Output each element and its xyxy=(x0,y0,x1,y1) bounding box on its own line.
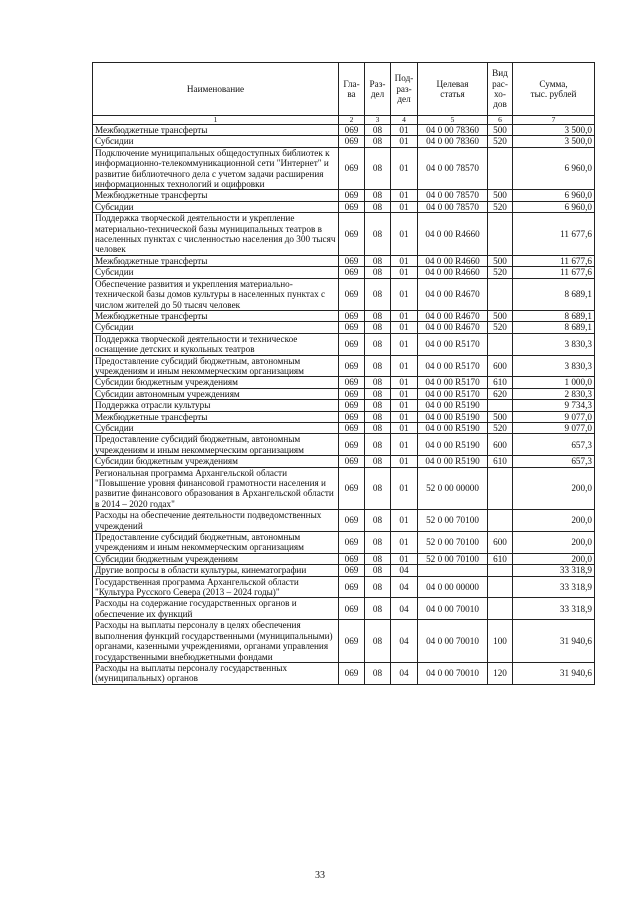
column-number: 5 xyxy=(418,116,488,125)
row-glava: 069 xyxy=(339,136,365,147)
row-vid xyxy=(488,333,513,355)
row-podrazdel: 01 xyxy=(391,136,418,147)
table-row xyxy=(93,213,595,256)
row-name: Обеспечение развития и укрепления материально-технической базы домов культуры в населенных пунктах с числом жителей до 50 тысяч человек xyxy=(93,278,339,310)
row-name: Субсидии бюджетным учреждениям xyxy=(93,553,339,564)
row-name: Подключение муниципальных общедоступных библиотек к информационно-телекоммуникационной сети "Интернет" и развитие библиотечного дела с учетом задачи расширения информационных технологий и оцифровки xyxy=(93,147,339,190)
row-sum: 200,0 xyxy=(513,532,595,554)
row-sum: 3 830,3 xyxy=(513,355,595,377)
row-vid xyxy=(488,598,513,620)
row-name: Субсидии xyxy=(93,422,339,433)
row-podrazdel: 04 xyxy=(391,565,418,576)
table-row xyxy=(93,456,595,467)
table-row xyxy=(93,532,595,554)
row-vid: 610 xyxy=(488,377,513,388)
row-podrazdel: 01 xyxy=(391,422,418,433)
row-sum: 9 077,0 xyxy=(513,422,595,433)
row-name: Субсидии бюджетным учреждениям xyxy=(93,377,339,388)
row-razdel: 08 xyxy=(365,322,391,333)
row-razdel: 08 xyxy=(365,411,391,422)
table-row xyxy=(93,201,595,212)
row-name: Субсидии бюджетным учреждениям xyxy=(93,456,339,467)
row-vid: 610 xyxy=(488,456,513,467)
row-glava: 069 xyxy=(339,434,365,456)
row-vid: 600 xyxy=(488,434,513,456)
column-number: 6 xyxy=(488,116,513,125)
row-vid xyxy=(488,467,513,510)
row-podrazdel: 01 xyxy=(391,147,418,190)
row-glava: 069 xyxy=(339,255,365,266)
row-glava: 069 xyxy=(339,388,365,399)
row-glava: 069 xyxy=(339,213,365,256)
row-name: Другие вопросы в области культуры, кинематографии xyxy=(93,565,339,576)
row-razdel: 08 xyxy=(365,662,391,684)
row-target: 04 0 00 78570 xyxy=(418,190,488,201)
row-name: Предоставление субсидий бюджетным, автономным учреждениям и иным некоммерческим организациям xyxy=(93,355,339,377)
row-sum: 11 677,6 xyxy=(513,267,595,278)
table-row xyxy=(93,355,595,377)
row-podrazdel: 01 xyxy=(391,434,418,456)
row-target: 04 0 00 70010 xyxy=(418,662,488,684)
row-name: Межбюджетные трансферты xyxy=(93,310,339,321)
row-podrazdel: 01 xyxy=(391,278,418,310)
row-glava: 069 xyxy=(339,620,365,663)
row-razdel: 08 xyxy=(365,255,391,266)
row-target: 04 0 00 70010 xyxy=(418,620,488,663)
row-glava: 069 xyxy=(339,377,365,388)
row-podrazdel: 01 xyxy=(391,467,418,510)
row-sum: 11 677,6 xyxy=(513,255,595,266)
row-razdel: 08 xyxy=(365,278,391,310)
row-podrazdel: 01 xyxy=(391,190,418,201)
row-sum: 200,0 xyxy=(513,553,595,564)
row-razdel: 08 xyxy=(365,213,391,256)
row-glava: 069 xyxy=(339,456,365,467)
row-name: Межбюджетные трансферты xyxy=(93,190,339,201)
row-podrazdel: 01 xyxy=(391,255,418,266)
row-target: 04 0 00 78570 xyxy=(418,201,488,212)
row-glava: 069 xyxy=(339,400,365,411)
row-target: 04 0 00 R5170 xyxy=(418,377,488,388)
row-vid: 520 xyxy=(488,201,513,212)
row-name: Предоставление субсидий бюджетным, автономным учреждениям и иным некоммерческим организациям xyxy=(93,434,339,456)
row-glava: 069 xyxy=(339,662,365,684)
header-razdel: Раз- дел xyxy=(365,63,391,116)
table-row xyxy=(93,190,595,201)
row-sum: 6 960,0 xyxy=(513,190,595,201)
row-name: Межбюджетные трансферты xyxy=(93,125,339,136)
row-podrazdel: 04 xyxy=(391,598,418,620)
row-vid: 620 xyxy=(488,388,513,399)
row-target: 52 0 00 70100 xyxy=(418,532,488,554)
table-header xyxy=(93,63,595,125)
row-podrazdel: 01 xyxy=(391,267,418,278)
table-row xyxy=(93,322,595,333)
row-sum: 9 077,0 xyxy=(513,411,595,422)
row-razdel: 08 xyxy=(365,434,391,456)
row-podrazdel: 01 xyxy=(391,388,418,399)
row-target: 04 0 00 R5190 xyxy=(418,422,488,433)
row-name: Субсидии xyxy=(93,201,339,212)
table-body xyxy=(93,125,595,685)
row-target: 04 0 00 78570 xyxy=(418,147,488,190)
row-sum: 8 689,1 xyxy=(513,322,595,333)
row-podrazdel: 01 xyxy=(391,355,418,377)
budget-table xyxy=(92,62,595,685)
row-name: Государственная программа Архангельской области "Культура Русского Севера (2013 – 2024 годы)" xyxy=(93,576,339,598)
row-podrazdel: 01 xyxy=(391,377,418,388)
table-row xyxy=(93,310,595,321)
row-target: 04 0 00 R5170 xyxy=(418,388,488,399)
row-target: 04 0 00 R4660 xyxy=(418,213,488,256)
row-razdel: 08 xyxy=(365,598,391,620)
row-sum: 11 677,6 xyxy=(513,213,595,256)
column-number: 3 xyxy=(365,116,391,125)
row-sum: 657,3 xyxy=(513,434,595,456)
header-name: Наименование xyxy=(93,63,339,116)
row-razdel: 08 xyxy=(365,456,391,467)
row-razdel: 08 xyxy=(365,377,391,388)
table-row xyxy=(93,125,595,136)
row-vid xyxy=(488,400,513,411)
table-row xyxy=(93,422,595,433)
table-row xyxy=(93,576,595,598)
row-razdel: 08 xyxy=(365,355,391,377)
row-glava: 069 xyxy=(339,598,365,620)
row-target: 04 0 00 R5190 xyxy=(418,456,488,467)
row-sum: 33 318,9 xyxy=(513,576,595,598)
row-name: Расходы на выплаты персоналу государственных (муниципальных) органов xyxy=(93,662,339,684)
row-target: 04 0 00 R5190 xyxy=(418,400,488,411)
row-podrazdel: 01 xyxy=(391,322,418,333)
row-target: 04 0 00 70010 xyxy=(418,598,488,620)
row-podrazdel: 01 xyxy=(391,510,418,532)
row-razdel: 08 xyxy=(365,267,391,278)
row-target: 04 0 00 00000 xyxy=(418,576,488,598)
table-row xyxy=(93,434,595,456)
row-target: 04 0 00 R4660 xyxy=(418,267,488,278)
table-row xyxy=(93,388,595,399)
row-sum: 200,0 xyxy=(513,510,595,532)
row-vid: 520 xyxy=(488,322,513,333)
row-sum: 31 940,6 xyxy=(513,662,595,684)
row-glava: 069 xyxy=(339,201,365,212)
table-row xyxy=(93,278,595,310)
row-vid: 600 xyxy=(488,355,513,377)
row-vid xyxy=(488,510,513,532)
row-target: 04 0 00 R4670 xyxy=(418,322,488,333)
row-razdel: 08 xyxy=(365,620,391,663)
row-podrazdel: 01 xyxy=(391,456,418,467)
row-target: 04 0 00 R5190 xyxy=(418,411,488,422)
row-razdel: 08 xyxy=(365,400,391,411)
header-podrazdel: Под- раз- дел xyxy=(391,63,418,116)
table-row xyxy=(93,147,595,190)
row-razdel: 08 xyxy=(365,388,391,399)
row-sum: 1 000,0 xyxy=(513,377,595,388)
row-sum: 6 960,0 xyxy=(513,147,595,190)
row-name: Субсидии xyxy=(93,322,339,333)
row-podrazdel: 04 xyxy=(391,576,418,598)
row-podrazdel: 01 xyxy=(391,213,418,256)
row-glava: 069 xyxy=(339,355,365,377)
row-name: Межбюджетные трансферты xyxy=(93,255,339,266)
row-name: Расходы на содержание государственных органов и обеспечение их функций xyxy=(93,598,339,620)
row-glava: 069 xyxy=(339,532,365,554)
header-glava: Гла- ва xyxy=(339,63,365,116)
row-glava: 069 xyxy=(339,125,365,136)
column-number: 4 xyxy=(391,116,418,125)
row-sum: 9 734,3 xyxy=(513,400,595,411)
table-row xyxy=(93,565,595,576)
row-podrazdel: 01 xyxy=(391,333,418,355)
row-vid: 500 xyxy=(488,310,513,321)
row-sum: 200,0 xyxy=(513,467,595,510)
row-razdel: 08 xyxy=(365,333,391,355)
row-name: Расходы на выплаты персоналу в целях обеспечения выполнения функций государственными (муниципальными) органами, казенными учреждениями, органами управления государственными внебюджетными фондами xyxy=(93,620,339,663)
row-razdel: 08 xyxy=(365,576,391,598)
table-row xyxy=(93,662,595,684)
row-razdel: 08 xyxy=(365,201,391,212)
row-vid: 520 xyxy=(488,136,513,147)
row-target: 04 0 00 R5170 xyxy=(418,333,488,355)
row-glava: 069 xyxy=(339,565,365,576)
row-glava: 069 xyxy=(339,467,365,510)
row-vid: 120 xyxy=(488,662,513,684)
row-target: 04 0 00 R4670 xyxy=(418,278,488,310)
row-target: 52 0 00 70100 xyxy=(418,510,488,532)
row-glava: 069 xyxy=(339,310,365,321)
row-razdel: 08 xyxy=(365,136,391,147)
row-razdel: 08 xyxy=(365,422,391,433)
row-name: Межбюджетные трансферты xyxy=(93,411,339,422)
row-sum: 6 960,0 xyxy=(513,201,595,212)
table-row xyxy=(93,553,595,564)
header-vid: Вид рас- хо- дов xyxy=(488,63,513,116)
row-glava: 069 xyxy=(339,553,365,564)
column-number: 7 xyxy=(513,116,595,125)
row-sum: 8 689,1 xyxy=(513,278,595,310)
row-podrazdel: 01 xyxy=(391,532,418,554)
row-target: 04 0 00 78360 xyxy=(418,136,488,147)
page-number: 33 xyxy=(315,870,325,881)
row-target: 04 0 00 R4660 xyxy=(418,255,488,266)
row-glava: 069 xyxy=(339,322,365,333)
row-sum: 2 830,3 xyxy=(513,388,595,399)
table-row xyxy=(93,255,595,266)
row-podrazdel: 01 xyxy=(391,310,418,321)
row-vid xyxy=(488,278,513,310)
row-sum: 33 318,9 xyxy=(513,565,595,576)
row-vid: 520 xyxy=(488,422,513,433)
row-vid xyxy=(488,565,513,576)
row-name: Расходы на обеспечение деятельности подведомственных учреждений xyxy=(93,510,339,532)
row-razdel: 08 xyxy=(365,532,391,554)
row-glava: 069 xyxy=(339,411,365,422)
row-razdel: 08 xyxy=(365,147,391,190)
row-name: Региональная программа Архангельской области "Повышение уровня финансовой грамотности населения и развитие финансового образования в Архангельской области в 2014 – 2020 годах" xyxy=(93,467,339,510)
row-podrazdel: 01 xyxy=(391,201,418,212)
row-razdel: 08 xyxy=(365,125,391,136)
row-podrazdel: 04 xyxy=(391,662,418,684)
row-sum: 3 500,0 xyxy=(513,136,595,147)
row-target xyxy=(418,565,488,576)
row-name: Поддержка творческой деятельности и укрепление материально-технической базы муниципальных театров в населенных пунктах с численностью населения до 300 тысяч человек xyxy=(93,213,339,256)
table-row xyxy=(93,598,595,620)
row-vid: 600 xyxy=(488,532,513,554)
row-glava: 069 xyxy=(339,278,365,310)
row-target: 52 0 00 00000 xyxy=(418,467,488,510)
table-row xyxy=(93,267,595,278)
header-target: Целевая статья xyxy=(418,63,488,116)
row-vid xyxy=(488,147,513,190)
row-sum: 3 830,3 xyxy=(513,333,595,355)
row-podrazdel: 01 xyxy=(391,553,418,564)
row-glava: 069 xyxy=(339,147,365,190)
row-glava: 069 xyxy=(339,190,365,201)
row-vid: 500 xyxy=(488,125,513,136)
column-numbers-row xyxy=(93,116,595,125)
row-razdel: 08 xyxy=(365,510,391,532)
table-row xyxy=(93,400,595,411)
table-row xyxy=(93,510,595,532)
row-razdel: 08 xyxy=(365,467,391,510)
row-vid: 500 xyxy=(488,255,513,266)
row-sum: 31 940,6 xyxy=(513,620,595,663)
row-razdel: 08 xyxy=(365,310,391,321)
table-row xyxy=(93,377,595,388)
row-vid: 520 xyxy=(488,267,513,278)
row-razdel: 08 xyxy=(365,553,391,564)
row-vid: 610 xyxy=(488,553,513,564)
row-target: 04 0 00 R4670 xyxy=(418,310,488,321)
row-podrazdel: 04 xyxy=(391,620,418,663)
row-target: 04 0 00 78360 xyxy=(418,125,488,136)
row-sum: 657,3 xyxy=(513,456,595,467)
row-glava: 069 xyxy=(339,267,365,278)
row-name: Поддержка творческой деятельности и техническое оснащение детских и кукольных театров xyxy=(93,333,339,355)
column-number: 2 xyxy=(339,116,365,125)
row-vid xyxy=(488,213,513,256)
row-razdel: 08 xyxy=(365,190,391,201)
row-name: Субсидии автономным учреждениям xyxy=(93,388,339,399)
row-vid xyxy=(488,576,513,598)
row-vid: 100 xyxy=(488,620,513,663)
table-row xyxy=(93,333,595,355)
table-row xyxy=(93,136,595,147)
row-target: 04 0 00 R5190 xyxy=(418,434,488,456)
row-podrazdel: 01 xyxy=(391,411,418,422)
row-vid: 500 xyxy=(488,411,513,422)
row-glava: 069 xyxy=(339,576,365,598)
budget-sheet xyxy=(92,62,594,685)
table-row xyxy=(93,411,595,422)
row-podrazdel: 01 xyxy=(391,125,418,136)
header-sum: Сумма, тыс. рублей xyxy=(513,63,595,116)
row-vid: 500 xyxy=(488,190,513,201)
row-target: 52 0 00 70100 xyxy=(418,553,488,564)
row-sum: 8 689,1 xyxy=(513,310,595,321)
row-glava: 069 xyxy=(339,333,365,355)
row-glava: 069 xyxy=(339,422,365,433)
table-row xyxy=(93,620,595,663)
row-target: 04 0 00 R5170 xyxy=(418,355,488,377)
table-row xyxy=(93,467,595,510)
row-podrazdel: 01 xyxy=(391,400,418,411)
row-name: Предоставление субсидий бюджетным, автономным учреждениям и иным некоммерческим организациям xyxy=(93,532,339,554)
row-sum: 33 318,9 xyxy=(513,598,595,620)
row-name: Поддержка отрасли культуры xyxy=(93,400,339,411)
column-number: 1 xyxy=(93,116,339,125)
row-glava: 069 xyxy=(339,510,365,532)
row-name: Субсидии xyxy=(93,136,339,147)
row-sum: 3 500,0 xyxy=(513,125,595,136)
row-name: Субсидии xyxy=(93,267,339,278)
row-razdel: 08 xyxy=(365,565,391,576)
